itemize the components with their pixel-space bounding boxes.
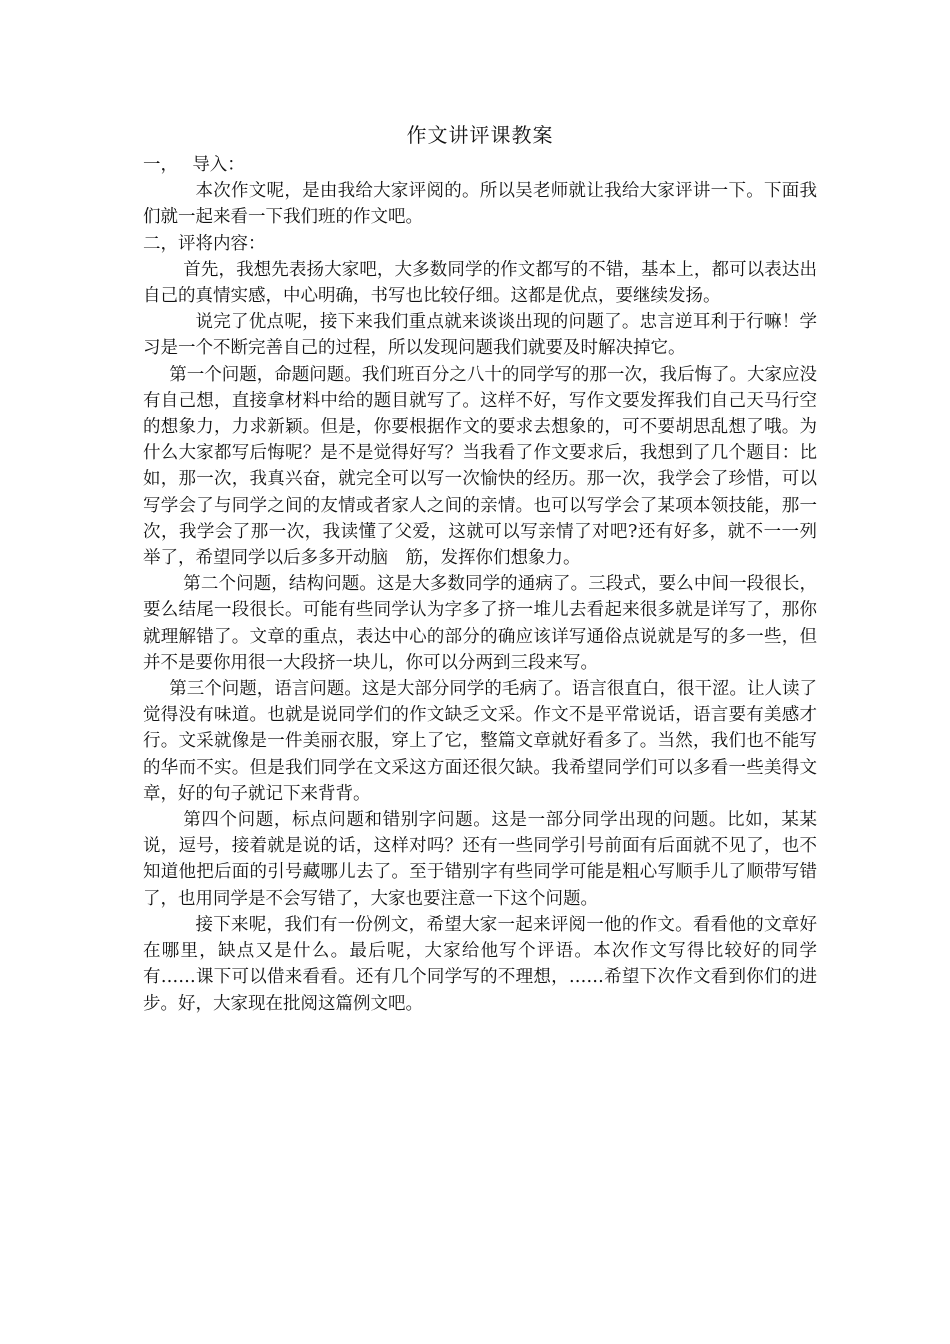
document-title: 作文讲评课教案 bbox=[406, 123, 554, 147]
section-heading-intro: 一， 导入： bbox=[143, 155, 245, 175]
paragraph-intro: 本次作文呢，是由我给大家评阅的。所以吴老师就让我给大家评讲一下。下面我们就一起来看一下我们班的作文吧。 bbox=[143, 181, 817, 228]
paragraph-problem-1: 第一个问题，命题问题。我们班百分之八十的同学写的那一次，我后悔了。大家应没有自己想，直接拿材料中给的题目就写了。这样不好，写作文要发挥我们自己天马行空的想象力，力求新颖。但是，你要根据作文的要求去想象的，可不要胡思乱想了哦。为什么大家都写后悔呢？是不是觉得好写？当我看了作文要求后，我想到了几个题目：比如，那一次，我真兴奋，就完全可以写一次愉快的经历。那一次，我学会了珍惜，可以写学会了与同学之间的友情或者家人之间的亲情。也可以写学会了某项本领技能，那一次，我学会了那一次，我读懂了父爱，这就可以写亲情了对吧?还有好多，就不一一列举了，希望同学以后多多开动脑 筋，发挥你们想象力。 bbox=[143, 364, 817, 569]
paragraph-problems-intro: 说完了优点呢，接下来我们重点就来谈谈出现的问题了。忠言逆耳利于行嘛！学习是一个不断完善自己的过程，所以发现问题我们就要及时解决掉它。 bbox=[143, 312, 817, 359]
section-heading-content: 二，评将内容： bbox=[143, 233, 266, 254]
paragraph-problem-4: 第四个问题，标点问题和错别字问题。这是一部分同学出现的问题。比如，某某说，逗号，接着就是说的话，这样对吗？还有一些同学引号前面有后面就不见了，也不知道他把后面的引号藏哪儿去了。至于错别字有些同学可能是粗心写顺手儿了顺带写错了，也用同学是不会写错了，大家也要注意一下这个问题。 bbox=[143, 810, 817, 909]
paragraph-problem-2: 第二个问题，结构问题。这是大多数同学的通病了。三段式，要么中间一段很长，要么结尾一段很长。可能有些同学认为字多了挤一堆儿去看起来很多就是详写了，那你就理解错了。文章的重点，表达中心的部分的确应该详写通俗点说就是写的多一些，但并不是要你用很一大段挤一块儿，你可以分两到三段来写。 bbox=[143, 574, 817, 673]
paragraph-praise: 首先，我想先表扬大家吧，大多数同学的作文都写的不错，基本上，都可以表达出自己的真情实感，中心明确，书写也比较仔细。这都是优点，要继续发扬。 bbox=[143, 259, 817, 307]
paragraph-problem-3: 第三个问题，语言问题。这是大部分同学的毛病了。语言很直白，很干涩。让人读了觉得没有味道。也就是说同学们的作文缺乏文采。作文不是平常说话，语言要有美感才行。文采就像是一件美丽衣服，穿上了它，整篇文章就好看多了。当然，我们也不能写的华而不实。但是我们同学在文采这方面还很欠缺。我希望同学们可以多看一些美得文章，好的句子就记下来背背。 bbox=[143, 679, 817, 804]
document-page bbox=[143, 120, 817, 1017]
paragraph-example: 接下来呢，我们有一份例文，希望大家一起来评阅一他的作文。看看他的文章好在哪里，缺点又是什么。最后呢，大家给他写个评语。本次作文写得比较好的同学有……课下可以借来看看。还有几个同学写的不理想，……希望下次作文看到你们的进步。好，大家现在批阅这篇例文吧。 bbox=[143, 914, 817, 1014]
